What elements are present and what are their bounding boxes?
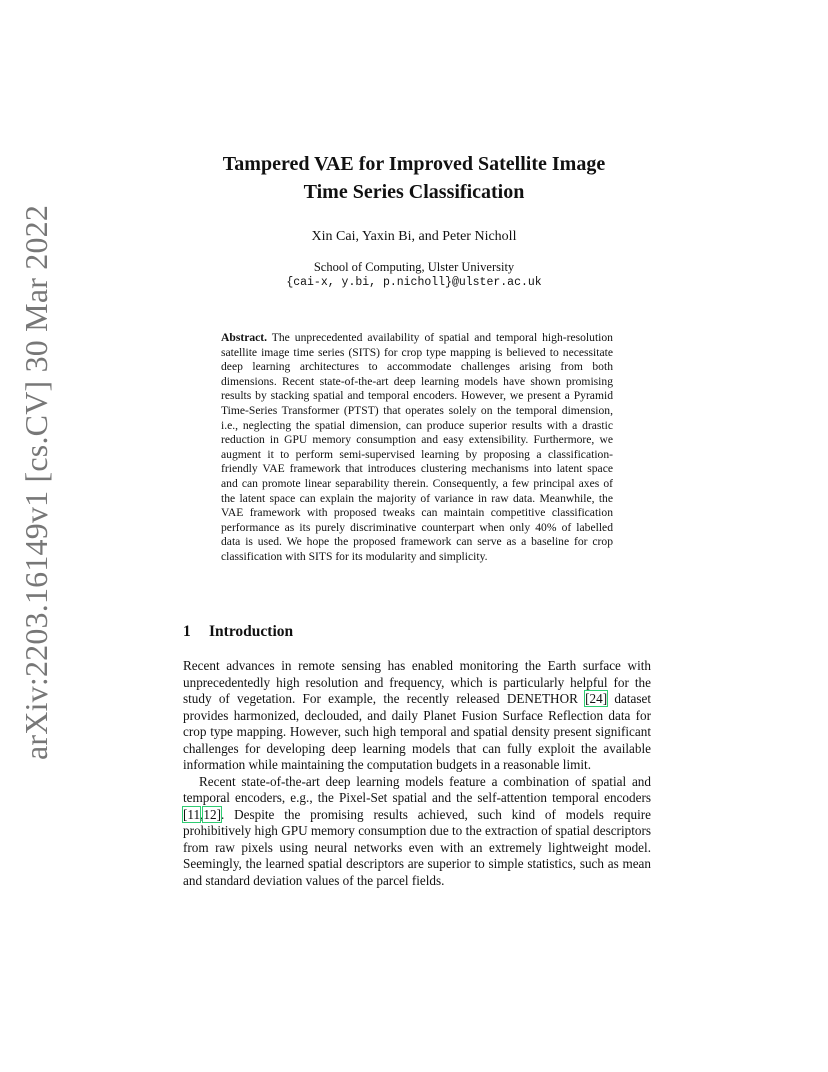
introduction-body	[183, 658, 651, 889]
author-emails: {cai-x, y.bi, p.nicholl}@ulster.ac.uk	[286, 276, 542, 289]
section-heading-introduction	[183, 623, 293, 641]
author-list: Xin Cai, Yaxin Bi, and Peter Nicholl	[311, 229, 517, 244]
paragraph-2-text-a: Recent state-of-the-art deep learning models feature a combination of spatial and temporal encoders, e.g., the Pixel-Set spatial and the self-attention temporal encoders	[183, 773, 651, 805]
citation-separator: ,	[200, 806, 204, 822]
section-title: Introduction	[209, 623, 294, 640]
abstract-text: The unprecedented availability of spatial and temporal high-resolution satellite image time series (SITS) for crop type mapping is believed to necessitate deep learning architectures to accommodate challenges arising from both dimensions. Recent state-of-the-art deep learning models have shown promising results by stacking spatial and temporal encoders. However, we present a Pyramid Time-Series Transformer (PTST) that operates solely on the temporal dimension, i.e., neglecting the spatial dimension, can produce superior results with a drastic reduction in GPU memory consumption and easy extensibility. Furthermore, we augment it to perform semi-supervised learning by proposing a classification-friendly VAE framework that introduces clustering mechanisms into latent space and can promote linear separability therein. Consequently, a few principal axes of the latent space can explain the majority of variance in raw data. Meanwhile, the VAE framework with proposed tweaks can maintain competitive classification performance as its purely discriminative counterpart when only 40% of labelled data is used. We hope the proposed framework can serve as a baseline for crop classification with SITS for its modularity and simplicity.	[221, 331, 613, 563]
paragraph-2-text-b: . Despite the promising results achieved, such kind of models require prohibitively high GPU memory consumption due to the extraction of spatial descriptors from raw pixels using neural networks even with an extremely lightweight model. Seemingly, the learned spatial descriptors are superior to simple statistics, such as mean and standard deviation values of the parcel fields.	[183, 806, 651, 888]
paragraph-2	[183, 774, 651, 890]
title-line-1: Tampered VAE for Improved Satellite Image	[222, 153, 606, 175]
arxiv-sidebar	[18, 204, 62, 760]
abstract	[221, 331, 613, 565]
paragraph-1	[183, 658, 651, 774]
affiliation-block	[0, 259, 828, 291]
citation-link-11[interactable]: [11	[183, 806, 201, 822]
paragraph-1-text-a: Recent advances in remote sensing has enabled monitoring the Earth surface with unprecedentedly high resolution and frequency, which is particularly helpful for the study of vegetation. For example, the recently released DENETHOR	[183, 658, 651, 706]
affiliation: School of Computing, Ulster University	[313, 260, 515, 274]
paragraph-1-text-b: dataset provides harmonized, declouded, and daily Planet Fusion Surface Reflection data for crop type mapping. However, such high temporal and spatial density present significant challenges for developing deep learning models that can fully exploit the available information while maintaining the computation budgets in a reasonable limit.	[183, 691, 651, 772]
arxiv-identifier: arXiv:2203.16149v1 [cs.CV] 30 Mar 2022	[18, 204, 54, 760]
citation-link-12[interactable]: 12]	[203, 806, 221, 822]
section-number: 1	[183, 623, 191, 640]
title-line-2: Time Series Classification	[303, 181, 525, 203]
citation-link-24[interactable]: [24]	[585, 691, 608, 706]
abstract-label: Abstract.	[221, 331, 268, 344]
paper-title	[0, 150, 828, 206]
